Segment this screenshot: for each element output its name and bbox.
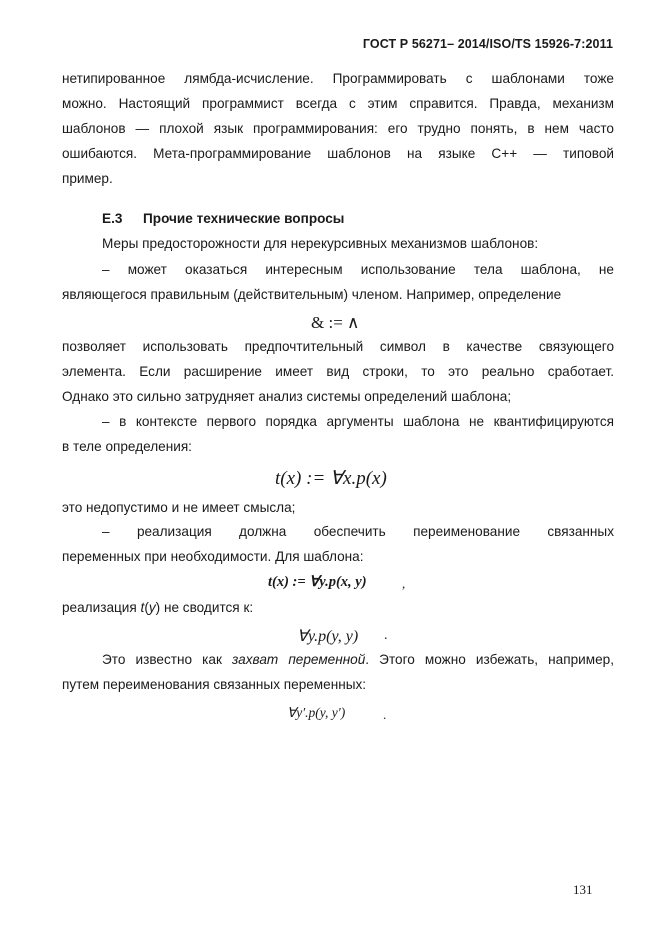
formula-template-t-xy: t(x) := ∀y.p(x, y) <box>268 574 367 590</box>
intro-line-5: пример. <box>62 171 113 186</box>
intro-line-4: ошибаются. Мета-программирование шаблонов на языке С++ — типовой <box>62 146 614 161</box>
item2-after: это недопустимо и не имеет смысла; <box>62 500 296 515</box>
intro-line-3: шаблонов — плохой язык программирования: его трудно понять, в нем часто <box>62 121 614 136</box>
realization-t: t <box>140 600 145 615</box>
precautions-lead: Меры предосторожности для нерекурсивных механизмов шаблонов: <box>102 236 539 251</box>
section-title: Прочие технические вопросы <box>143 211 345 226</box>
document-header: ГОСТ Р 56271– 2014/ISO/TS 15926-7:2011 <box>362 37 613 51</box>
formula-forall-yy: ∀y.p(y, y) <box>297 628 359 645</box>
capture-term: захват переменной <box>232 652 366 667</box>
formula-ampersand-definition: & := ∧ <box>311 313 360 332</box>
realization-line <box>62 595 614 621</box>
intro-line-1: нетипированное лямбда-исчисление. Программировать с шаблонами тоже <box>62 71 614 86</box>
formula-template-t: t(x) := ∀x.p(x) <box>275 468 387 489</box>
realization-paren: ( <box>144 600 149 615</box>
item1-line-2: являющегося правильным (действительным) членом. Например, определение <box>62 287 562 302</box>
item2-line-1: – в контексте первого порядка аргументы шаблона не квантифицируются <box>102 414 614 429</box>
item3-line-2: переменных при необходимости. Для шаблона: <box>62 549 364 564</box>
item1-line-1: – может оказаться интересным использование тела шаблона, не <box>102 262 614 277</box>
page-number: 131 <box>573 882 593 897</box>
capture-line-2: путем переименования связанных переменных: <box>62 677 367 692</box>
item2-line-2: в теле определения: <box>62 439 192 454</box>
realization-y: y <box>148 600 156 615</box>
capture-post: . Этого можно избежать, например, <box>365 652 614 667</box>
formula2-period: . <box>384 628 388 643</box>
item3-line-1: – реализация должна обеспечить переименование связанных <box>102 524 614 539</box>
item1-after-line-2: элемента. Если расширение имеет вид строки, то это реально сработает. <box>62 364 614 379</box>
capture-line-1 <box>102 647 614 673</box>
realization-pre: реализация <box>62 600 141 615</box>
realization-post: ) не сводится к: <box>155 600 254 615</box>
formula-comma: , <box>402 576 406 591</box>
formula3-period: . <box>383 707 387 722</box>
item1-after-line-3: Однако это сильно затрудняет анализ системы определений шаблона; <box>62 389 512 404</box>
formula-renamed-variables: ∀y′.p(y, y′) <box>287 705 346 720</box>
section-number: Е.3 <box>102 211 123 226</box>
capture-pre: Это известно как <box>102 652 233 667</box>
intro-line-2: можно. Настоящий программист всегда с этим справится. Правда, механизм <box>62 96 614 111</box>
item1-after-line-1: позволяет использовать предпочтительный символ в качестве связующего <box>62 339 614 354</box>
